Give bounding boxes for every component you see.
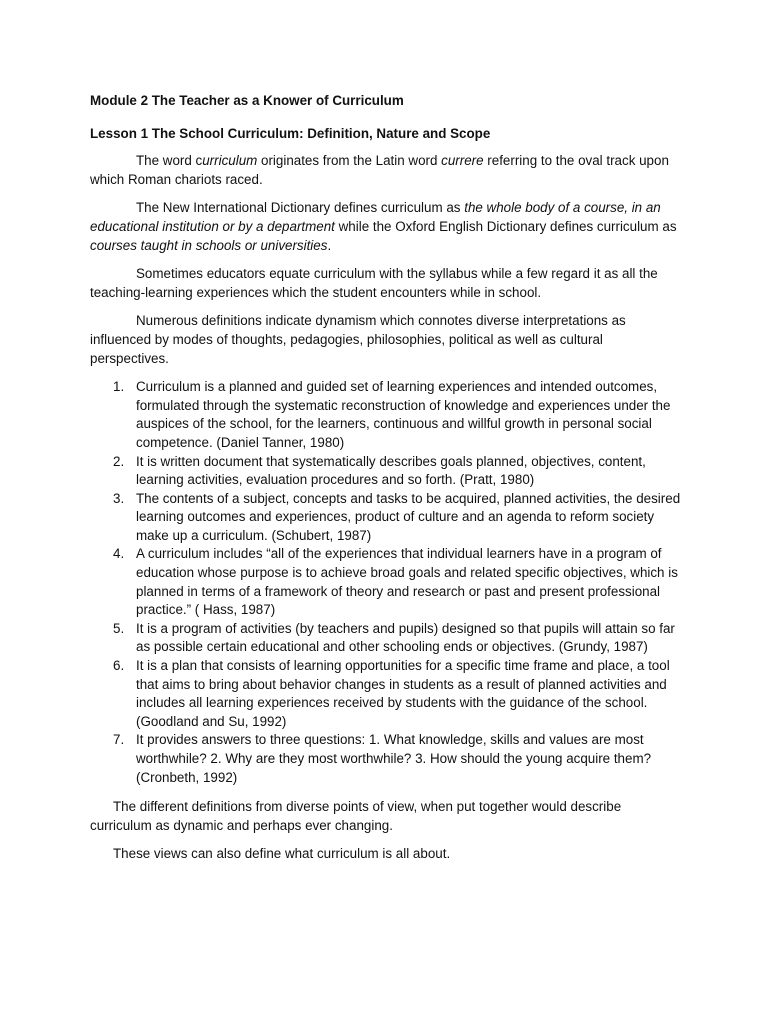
text-run: The word c xyxy=(136,153,203,169)
lesson-title: Lesson 1 The School Curriculum: Definition, Nature and Scope xyxy=(90,125,491,141)
list-item xyxy=(90,378,682,452)
list-item-text: Curriculum is a planned and guided set of learning experiences and intended outcomes, formulated through the systematic reconstruction of knowledge and experiences under the auspices of the school, for the learners, continuous and willful growth in personal social competence. (Daniel Tanner, 1980) xyxy=(136,379,671,450)
italic-run: courses taught in schools or universities xyxy=(90,237,328,253)
paragraph-dictionary-definitions xyxy=(90,199,682,255)
list-item xyxy=(90,490,682,546)
italic-run: currere xyxy=(441,153,484,169)
list-item-text: It is a program of activities (by teachers and pupils) designed so that pupils will attain so far as possible certain educational and other schooling ends or objectives. (Grundy, 1987) xyxy=(136,620,675,655)
list-item xyxy=(90,545,682,619)
text-run: . xyxy=(327,237,332,253)
list-number: 7. xyxy=(113,732,125,748)
text-run: referring to the oval track upon which Roman chariots raced. xyxy=(90,153,669,187)
list-item xyxy=(90,620,682,657)
list-item xyxy=(90,453,682,490)
list-item-text: It is a plan that consists of learning opportunities for a specific time frame and place, a tool that aims to bring about behavior changes in students as a result of planned activities and includes all learning experiences received by students with the guidance of the school. (Goodland and Su, 1992) xyxy=(136,658,670,729)
list-number: 1. xyxy=(113,379,125,395)
definitions-list xyxy=(90,378,682,787)
list-number: 5. xyxy=(113,620,125,636)
paragraph-summary: The different definitions from diverse points of view, when put together would describe curriculum as dynamic and perhaps ever changing. xyxy=(90,799,622,833)
text-run: The New International Dictionary defines curriculum as xyxy=(136,200,465,216)
paragraph-closing: These views can also define what curriculum is all about. xyxy=(113,846,451,862)
list-item-text: The contents of a subject, concepts and tasks to be acquired, planned activities, the desired learning outcomes and experiences, product of culture and an agenda to reform society make up a curriculum. (Schubert, 1987) xyxy=(136,490,681,543)
list-item-text: A curriculum includes “all of the experiences that individual learners have in a program of education whose purpose is to achieve broad goals and related specific objectives, which is planned in terms of a framework of theory and research or past and present professional practice.” ( Hass, 1987) xyxy=(136,546,678,618)
list-number: 2. xyxy=(113,453,125,469)
italic-run: urriculum xyxy=(202,153,258,169)
list-number: 6. xyxy=(113,658,125,674)
list-item xyxy=(90,657,682,731)
text-run: originates from the Latin word xyxy=(257,153,442,169)
paragraph-syllabus: Sometimes educators equate curriculum with the syllabus while a few regard it as all the teaching-learning experiences which the student encounters while in school. xyxy=(90,266,658,300)
module-title: Module 2 The Teacher as a Knower of Curriculum xyxy=(90,93,404,108)
paragraph-dynamism: Numerous definitions indicate dynamism which connotes diverse interpretations as influenced by modes of thoughts, pedagogies, philosophies, political as well as cultural perspectives. xyxy=(90,313,626,366)
list-item xyxy=(90,731,682,787)
paragraph-etymology xyxy=(90,152,682,189)
list-number: 3. xyxy=(113,490,125,506)
italic-run: the whole body of a course, in an educational institution or by a department xyxy=(90,200,661,234)
list-item-text: It provides answers to three questions: 1. What knowledge, skills and values are most worthwhile? 2. Why are they most worthwhile? 3. How should the young acquire them? (Cronbeth, 1992) xyxy=(136,732,652,785)
list-item-text: It is written document that systematically describes goals planned, objectives, content, learning activities, evaluation procedures and so forth. (Pratt, 1980) xyxy=(136,453,646,488)
text-run: while the Oxford English Dictionary defines curriculum as xyxy=(334,218,677,234)
list-number: 4. xyxy=(113,546,125,562)
document-page xyxy=(90,92,682,874)
